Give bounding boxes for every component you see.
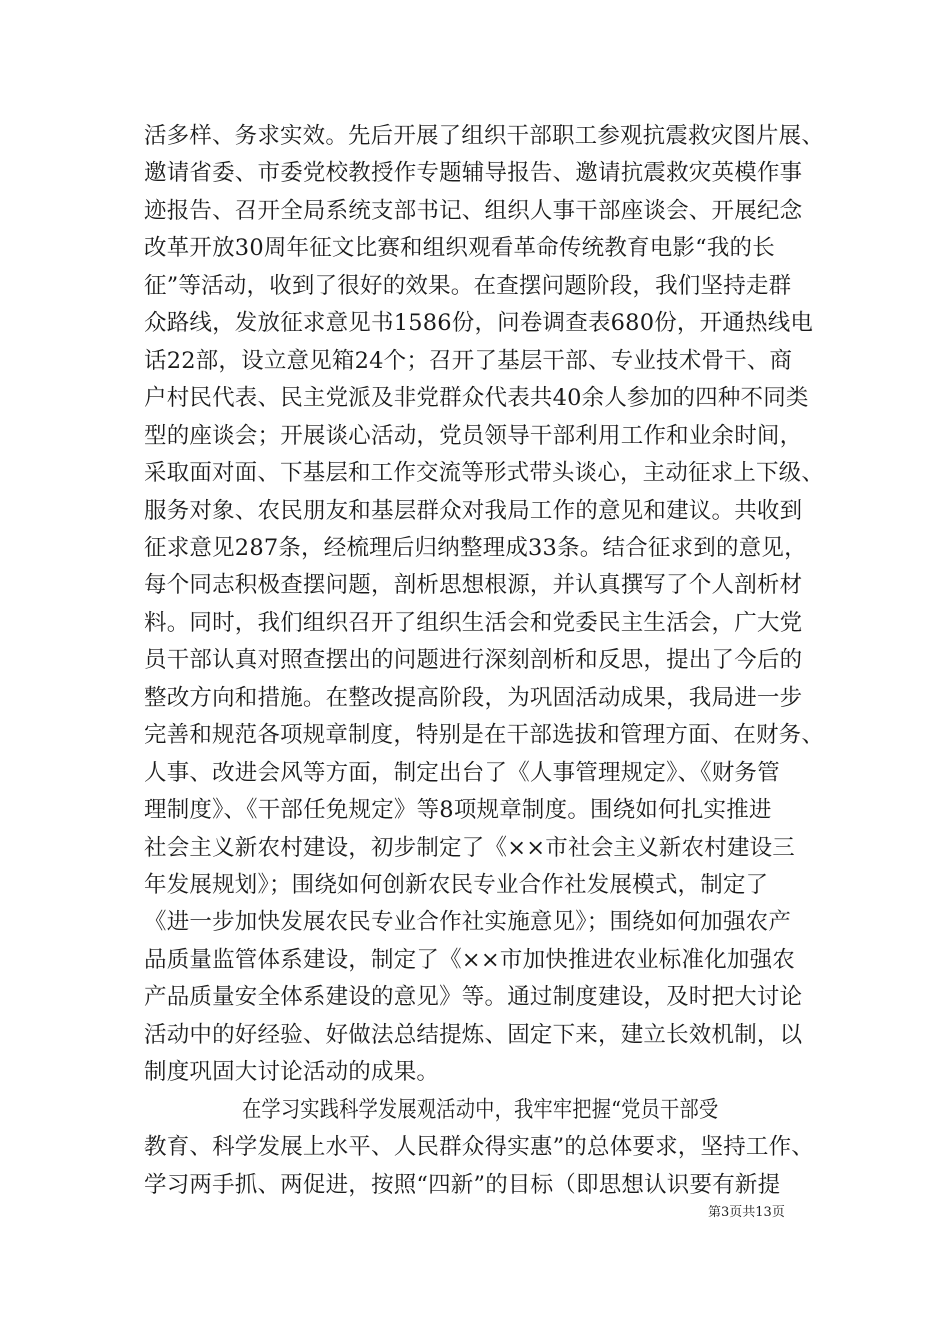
text-line: 邀请省委、市委党校教授作专题辅导报告、邀请抗震救灾英模作事	[144, 160, 803, 187]
text-line: 年发展规划》；围绕如何创新农民专业合作社发展模式，制定了	[144, 872, 769, 898]
text-line: 教育、科学发展上水平、人民群众得实惠”的总体要求，坚持工作、	[144, 1134, 815, 1161]
text-line: 在学习实践科学发展观活动中，我牢牢把握“党员干部受	[242, 1096, 719, 1123]
text-line: 采取面对面、下基层和工作交流等形式带头谈心，主动征求上下级、	[144, 460, 824, 487]
text-line: 整改方向和措施。在整改提高阶段，为巩固活动成果，我局进一步	[144, 684, 803, 711]
text-line: 人事、改进会风等方面，制定出台了《人事管理规定》、《财务管	[144, 759, 780, 786]
text-line: 员干部认真对照查摆出的问题进行深刻剖析和反思，提出了今后的	[144, 647, 803, 674]
text-line: 话22部，设立意见箱24个；召开了基层干部、专业技术骨干、商	[144, 347, 793, 374]
text-line: 社会主义新农村建设，初步制定了《××市社会主义新农村建设三	[144, 834, 796, 861]
text-line: 户村民代表、民主党派及非党群众代表共40余人参加的四种不同类	[144, 385, 809, 412]
text-line: 改革开放30周年征文比赛和组织观看革命传统教育电影“我的长	[144, 235, 775, 262]
text-line: 《进一步加快发展农民专业合作社实施意见》；围绕如何加强农产	[144, 909, 792, 936]
text-line: 每个同志积极查摆问题，剖析思想根源，并认真撰写了个人剖析材	[144, 572, 803, 599]
text-line: 完善和规范各项规章制度，特别是在干部选拔和管理方面、在财务、	[144, 722, 824, 749]
text-line: 制度巩固大讨论活动的成果。	[144, 1059, 440, 1086]
text-line: 征求意见287条，经梳理后归纳整理成33条。结合征求到的意见，	[144, 534, 807, 561]
text-line: 征”等活动，收到了很好的效果。在查摆问题阶段，我们坚持走群	[144, 272, 792, 299]
text-line: 料。同时，我们组织召开了组织生活会和党委民主生活会，广大党	[144, 609, 803, 636]
text-line: 活多样、务求实效。先后开展了组织干部职工参观抗震救灾图片展、	[144, 123, 824, 149]
text-line: 迹报告、召开全局系统支部书记、组织人事干部座谈会、开展纪念	[144, 197, 803, 224]
text-line: 型的座谈会；开展谈心活动，党员领导干部利用工作和业余时间，	[144, 422, 803, 449]
text-line: 产品质量安全体系建设的意见》等。通过制度建设，及时把大讨论	[144, 984, 803, 1011]
page-number-footer: 第3页共13页	[708, 1205, 785, 1220]
text-line: 品质量监管体系建设，制定了《××市加快推进农业标准化加强农	[144, 946, 796, 973]
text-line: 服务对象、农民朋友和基层群众对我局工作的意见和建议。共收到	[144, 497, 803, 524]
text-line: 学习两手抓、两促进，按照“四新”的目标（即思想认识要有新提	[144, 1171, 781, 1198]
text-line: 活动中的好经验、好做法总结提炼、固定下来，建立长效机制，以	[144, 1021, 803, 1048]
text-line: 众路线，发放征求意见书1586份，问卷调查表680份，开通热线电	[144, 310, 814, 337]
text-line: 理制度》、《干部任免规定》等8项规章制度。围绕如何扎实推进	[144, 797, 772, 824]
